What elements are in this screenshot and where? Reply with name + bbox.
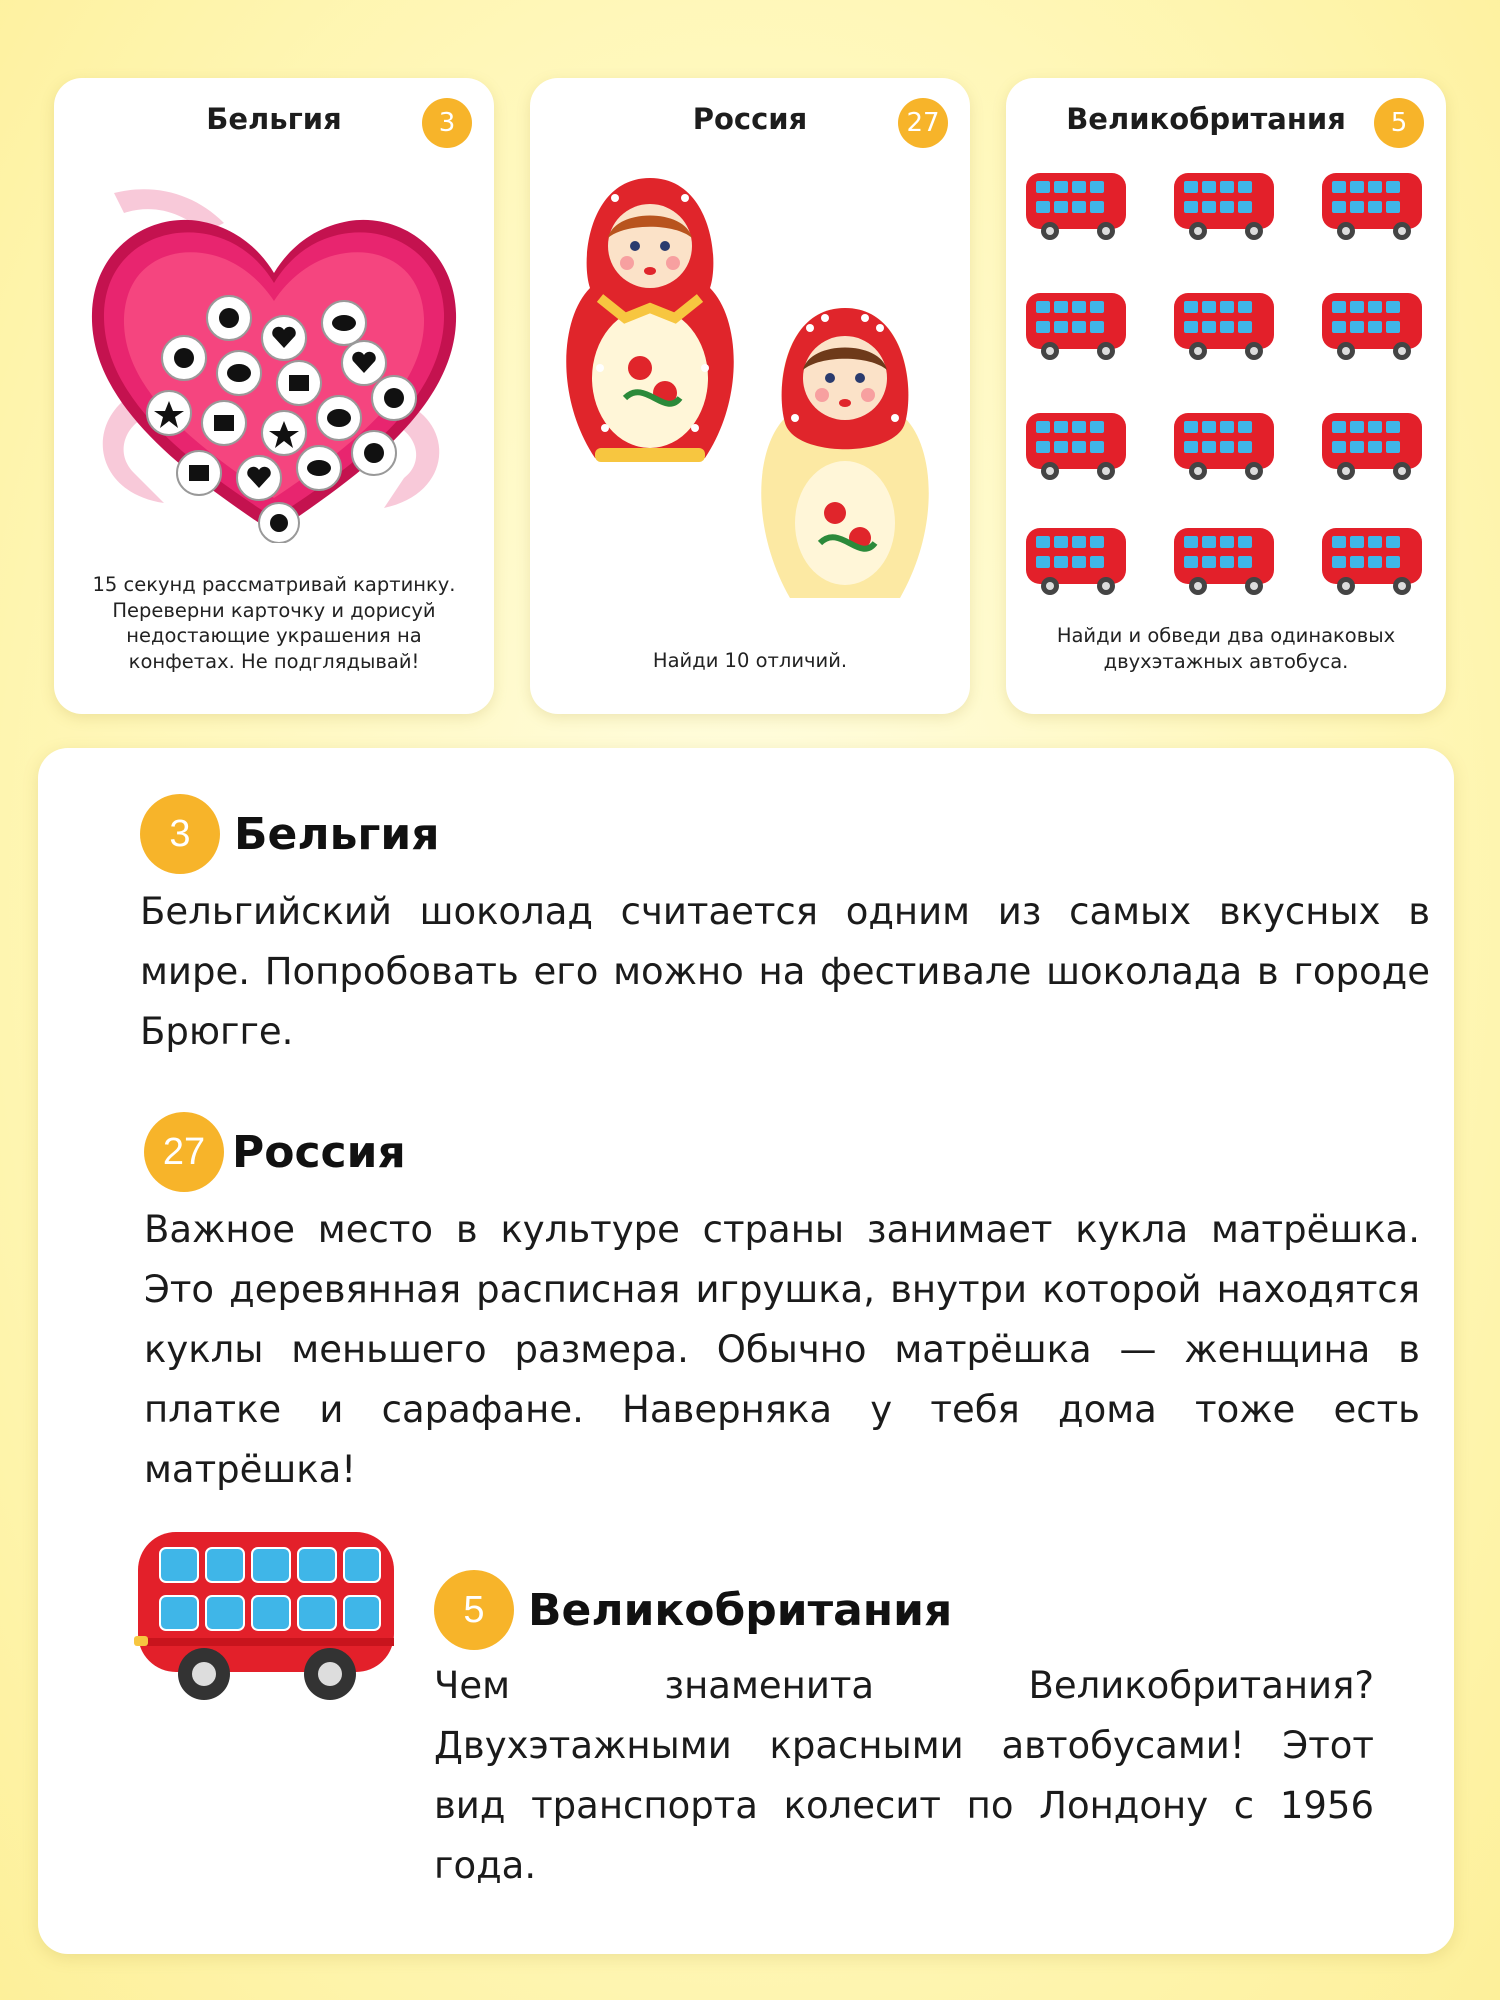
candy-heart-box-illustration [74,173,474,543]
card-title: Бельгия [206,102,342,136]
info-panel [38,748,1454,1954]
section-text-russia: Важное место в культуре страны занимает кукла матрёшка. Это деревянная расписная игрушка, внутри которой находятся куклы меньшего размера. Обычно матрёшка — женщина в платке и сарафане. Наверняка у тебя дома тоже есть матрёшка! [144,1208,1420,1491]
section-text-uk: Чем знаменита Великобритания? Двухэтажными красными автобусами! Этот вид транспорта колесит по Лондону с 1956 года. [434,1664,1374,1887]
bus-grid-illustration [1024,173,1428,673]
section-heading-belgium [140,794,440,874]
card-title: Великобритания [1066,102,1346,136]
card-caption: 15 секунд рассматривай картинку. Переверни карточку и дорисуй недостающие украшения на конфетах. Не подглядывай! [92,573,456,673]
section-number-badge: 5 [434,1570,514,1650]
card-number-badge: 27 [898,98,948,148]
section-number-badge: 3 [140,794,220,874]
matryoshka-dolls-illustration [545,168,955,618]
card-number-badge: 5 [1374,98,1424,148]
card-caption: Найди и обведи два одинаковых двухэтажных автобуса. [1056,624,1396,673]
double-decker-bus-icon [134,1528,404,1708]
card-russia [530,78,970,714]
section-text-belgium: Бельгийский шоколад считается одним из самых вкусных в мире. Попробовать его можно на фестивале шоколада в городе Брюгге. [140,890,1430,1053]
section-heading-uk [434,1570,952,1650]
section-title: Бельгия [234,808,440,860]
section-heading-russia [144,1112,406,1192]
card-belgium [54,78,494,714]
section-title: Россия [232,1126,406,1178]
card-caption: Найди 10 отличий. [652,649,848,672]
section-title: Великобритания [528,1584,953,1636]
card-title: Россия [692,102,808,136]
section-number-badge: 27 [144,1112,224,1192]
card-uk [1006,78,1446,714]
card-number-badge: 3 [422,98,472,148]
